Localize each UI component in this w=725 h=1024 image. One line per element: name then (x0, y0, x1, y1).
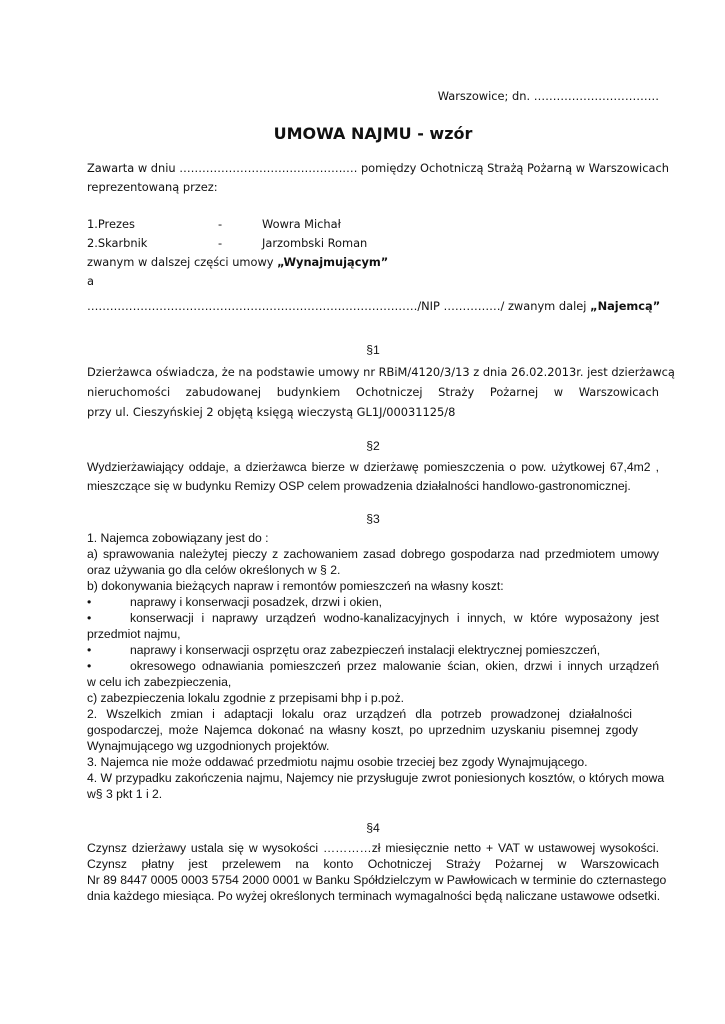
bullet-3: • (87, 643, 92, 657)
s3-bullet-3: naprawy i konserwacji osprzętu oraz zabezpieczeń instalacji elektrycznej pomieszczeń, (130, 643, 601, 657)
s3-line-4: b) dokonywania bieżących napraw i remontów pomieszczeń na własny koszt: (87, 579, 504, 593)
s3-line-1: 1. Najemca zobowiązany jest do : (87, 531, 269, 545)
s3-bullet-2-cont: przedmiot najmu, (87, 627, 181, 641)
section-1-heading: §1 (366, 343, 380, 357)
rep1-dash: - (218, 217, 223, 231)
and-line: a (87, 274, 94, 288)
tenant-line (87, 298, 659, 314)
tenant-line-prefix: ……………………………………………………………………………/NIP ……………/ zwanym dalej (87, 299, 591, 313)
landlord-name: „Wynajmującym” (277, 255, 389, 269)
s3-bullet-2: konserwacji i naprawy urządzeń wodno-kanalizacyjnych i innych, w które wyposażony jest (130, 611, 659, 625)
s3-line-11: w§ 3 pkt 1 i 2. (87, 787, 163, 801)
place-date: Warszowice; dn. …………………………… (437, 89, 659, 103)
s4-line-4: dnia każdego miesiąca. Po wyżej określonych terminach wymagalności będą naliczane ustawowe odsetki. (87, 889, 661, 903)
s2-line-1: Wydzierżawiający oddaje, a dzierżawca bierze w dzierżawę pomieszczenia o pow. użytkowej 67,4m2 , (87, 460, 659, 474)
s4-line-1: Czynsz dzierżawy ustala się w wysokości …………zł miesięcznie netto + VAT w ustawowej wysokości. (87, 841, 659, 855)
intro-line-1: Zawarta w dniu …………………………………….…. pomiędzy Ochotniczą Strażą Pożarną w Warszowicach (87, 161, 669, 175)
rep1-name: Wowra Michał (262, 217, 341, 231)
s2-line-2: mieszczące się w budynku Remizy OSP celem prowadzenia działalności handlowo-gastronomicznej. (87, 479, 631, 493)
s3-bullet-4: okresowego odnawiania pomieszczeń przez malowanie ścian, okien, drzwi i innych urządzeń (130, 659, 659, 673)
s4-line-3: Nr 89 8447 0005 0003 5754 2000 0001 w Banku Spółdzielczym w Pawłowicach w terminie do czternastego (87, 873, 667, 887)
section-2-heading: §2 (366, 439, 380, 453)
s3-line-7: gospodarczej, może Najemca dokonać na własny koszt, po uprzednim uzyskaniu pisemnej zgody (87, 723, 638, 737)
s3-line-8: Wynajmującego wg uzgodnionych projektów. (87, 739, 330, 753)
s3-bullet-1: naprawy i konserwacji posadzek, drzwi i okien, (130, 595, 382, 609)
s3-line-6: 2. Wszelkich zmian i adaptacji lokalu oraz urządzeń dla potrzeb prowadzonej działalności (87, 707, 632, 721)
bullet-1: • (87, 595, 92, 609)
tenant-name: „Najemcą” (590, 299, 661, 313)
s3-line-10: 4. W przypadku zakończenia najmu, Najemcy nie przysługuje zwrot poniesionych kosztów, o których mowa (87, 771, 665, 785)
s3-line-5: c) zabezpieczenia lokalu zgodnie z przepisami bhp i p.poż. (87, 691, 405, 705)
bullet-2: • (87, 611, 92, 625)
section-3-heading: §3 (366, 512, 380, 526)
bullet-4: • (87, 659, 92, 673)
intro-line-2: reprezentowaną przez: (87, 180, 218, 194)
s4-line-2: Czynsz płatny jest przelewem na konto Ochotniczej Straży Pożarnej w Warszowicach (87, 857, 659, 871)
s3-line-3: oraz używania go dla celów określonych w § 2. (87, 563, 341, 577)
s1-line-1: Dzierżawca oświadcza, że na podstawie umowy nr RBiM/4120/3/13 z dnia 26.02.2013r. jest dzierżawcą (87, 365, 675, 379)
s1-line-2: nieruchomości zabudowanej budynkiem Ochotniczej Straży Pożarnej w Warszowicach (87, 385, 659, 399)
rep1-role: 1.Prezes (87, 217, 135, 231)
document-title: UMOWA NAJMU - wzór (273, 124, 473, 143)
s3-bullet-4-cont: w celu ich zabezpieczenia, (87, 675, 232, 689)
s1-line-3: przy ul. Cieszyńskiej 2 objętą księgą wieczystą GL1J/00031125/8 (87, 405, 456, 419)
rep2-name: Jarzombski Roman (262, 236, 368, 250)
called-prefix: zwanym w dalszej części umowy (87, 255, 278, 269)
rep2-role: 2.Skarbnik (87, 236, 148, 250)
called-line (87, 254, 659, 270)
section-4-heading: §4 (366, 821, 380, 835)
rep2-dash: - (218, 236, 223, 250)
s3-line-2: a) sprawowania należytej pieczy z zachowaniem zasad dobrego gospodarza nad przedmiotem umowy (87, 547, 659, 561)
s3-line-9: 3. Najemca nie może oddawać przedmiotu najmu osobie trzeciej bez zgody Wynajmującego. (87, 755, 588, 769)
